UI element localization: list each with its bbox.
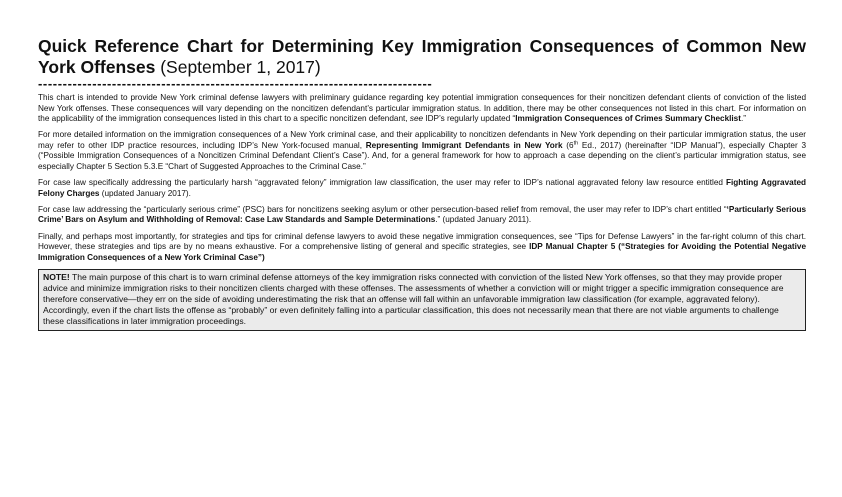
edition-superscript: th <box>573 140 579 147</box>
manual-reference: Representing Immigrant Defendants in New York <box>365 140 563 150</box>
af-text: For case law specifically addressing the particularly harsh “aggravated felony” immigration law classification, the user may refer to IDP’s national aggravated felony law resource entitled <box>38 178 726 188</box>
strategies-text: Finally, and perhaps most importantly, for strategies and tips for criminal defense lawyers to avoid these negative immigration consequences, see “Tips for Defense Lawyers” in the far-right column of this chart. However, these strategies and tips are by no means exhaustive. For a comprehensive listing of general and specific strategies, see <box>38 231 806 252</box>
checklist-reference: Immigration Consequences of Crimes Summary Checklist <box>515 114 741 124</box>
document-page <box>38 36 806 331</box>
psc-text: For case law addressing the “particularly serious crime” (PSC) bars for noncitizens seeking asylum or other persecution-based relief from removal, the user may refer to IDP’s chart entitled “ <box>38 204 727 214</box>
aggravated-felony-paragraph <box>38 178 806 199</box>
intro-text-3: .” <box>740 114 746 124</box>
af-reference: Fighting Aggravated Felony Charges <box>38 178 806 198</box>
manual-text-2: (6 <box>562 140 574 150</box>
manual-paragraph <box>38 130 806 172</box>
note-text: The main purpose of this chart is to warn criminal defense attorneys of the key immigration risks connected with conviction of the listed New York offenses, so that they may provide proper advice and minimize immigration risks to their noncitizen clients charged with these offenses. The assessments of whether a conviction will or might trigger a specific immigration consequence are therefore conservative—they err on the side of avoiding underestimating the risk that an offense will fall within an unfavorable immigration law classification (for example, aggravated felony). Accordingly, even if the chart lists the offense as “probably” or even definitely falling into a particular classification, this does not necessarily mean that there are not viable arguments to challenge these classifications in later immigration proceedings. <box>43 271 784 327</box>
intro-text-2: IDP’s regularly updated “ <box>423 114 516 124</box>
psc-paragraph <box>38 205 806 226</box>
page-title <box>38 36 806 78</box>
af-text-2: (updated January 2017). <box>99 188 191 198</box>
title-main: Quick Reference Chart for Determining Key Immigration Consequences of Common New York Offenses <box>38 36 806 77</box>
title-date: (September 1, 2017) <box>155 57 321 77</box>
manual-text-3: Ed., 2017) (hereinafter “IDP Manual”), especially Chapter 3 (“Possible Immigration Consequences of a Noncitizen Criminal Defendant Client’s Case”). And, for a general framework for how to approach a case depending on the client’s particular immigration status, see especially Chapter 5 Section 5.3.E “Chart of Suggested Approaches to the Criminal Case.” <box>38 140 806 172</box>
note-label: NOTE! <box>43 271 70 282</box>
intro-paragraph <box>38 93 806 125</box>
strategies-reference: IDP Manual Chapter 5 (“Strategies for Avoiding the Potential Negative Immigration Consequences of a New York Criminal Case”) <box>38 242 806 262</box>
note-box <box>38 269 806 331</box>
strategies-paragraph <box>38 232 806 264</box>
intro-see: see <box>409 114 424 124</box>
psc-reference: ‘Particularly Serious Crime’ Bars on Asylum and Withholding of Removal: Case Law Standards and Sample Determinations <box>38 204 806 225</box>
note-paragraph <box>43 272 801 327</box>
manual-text: For more detailed information on the immigration consequences of a New York criminal case, and their applicability to noncitizen defendants in New York depending on their particular immigration status, the user may refer to other IDP practice resources, including IDP’s New York-focused manual, <box>38 130 806 150</box>
psc-text-2: .” (updated January 2011). <box>435 215 532 225</box>
intro-text: This chart is intended to provide New York criminal defense lawyers with preliminary guidance regarding key potential immigration consequences for their noncitizen defendant clients of conviction of the listed New York offenses. These consequences will vary depending on the noncitizen defendant’s particular immigration status. In addition, there may be other consequences not listed in this chart. For information on the applicability of the immigration consequences listed in this chart to a specific noncitizen defendant, <box>38 93 806 124</box>
dashed-divider: -------------------------------------------------------------------------------- <box>38 79 433 89</box>
